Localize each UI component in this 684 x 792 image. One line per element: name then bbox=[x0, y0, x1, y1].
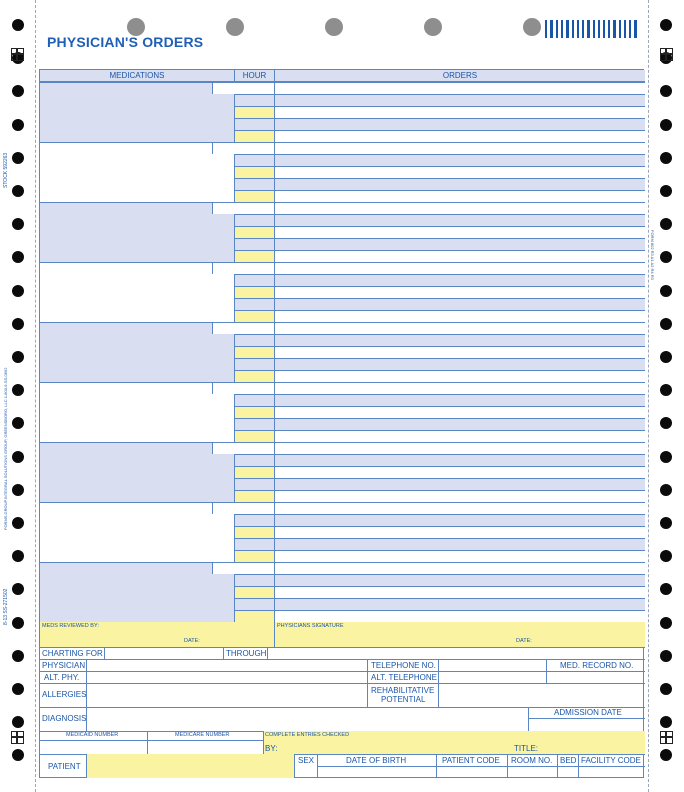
hour-cell[interactable] bbox=[234, 190, 274, 202]
barcode-bar bbox=[629, 20, 631, 38]
alt-telephone-label: ALT. TELEPHONE bbox=[371, 673, 437, 682]
block-divider bbox=[40, 382, 645, 383]
hour-cell[interactable] bbox=[234, 586, 274, 598]
order-line[interactable] bbox=[274, 154, 645, 166]
hour-cell[interactable] bbox=[234, 178, 274, 190]
hour-cell[interactable] bbox=[234, 526, 274, 538]
patient-code-label: PATIENT CODE bbox=[442, 756, 500, 765]
hour-cell[interactable] bbox=[234, 346, 274, 358]
tractor-hole bbox=[660, 19, 672, 31]
hour-cell[interactable] bbox=[234, 430, 274, 442]
form-ref: FORM 802 R3 A1 A2 R4 R3 bbox=[650, 230, 655, 280]
hour-cell[interactable] bbox=[234, 466, 274, 478]
hour-cell[interactable] bbox=[234, 514, 274, 526]
order-line[interactable] bbox=[274, 358, 645, 370]
order-line[interactable] bbox=[274, 538, 645, 550]
order-line[interactable] bbox=[274, 250, 645, 262]
medication-cell-ext bbox=[212, 514, 234, 562]
hour-cell[interactable] bbox=[234, 394, 274, 406]
hour-cell[interactable] bbox=[234, 610, 274, 622]
order-line[interactable] bbox=[274, 118, 645, 130]
hour-cell[interactable] bbox=[234, 214, 274, 226]
printer-credit: FORMS.GROUP.INTEGRAL SOLUTIONS GROUP, GREENSBORO, LLC 1-800-9-SS-0692 bbox=[3, 367, 8, 530]
tractor-hole bbox=[660, 683, 672, 695]
hour-cell[interactable] bbox=[234, 286, 274, 298]
tractor-hole bbox=[660, 517, 672, 529]
order-line[interactable] bbox=[274, 82, 645, 94]
medication-cell-ext bbox=[212, 274, 234, 322]
order-line[interactable] bbox=[274, 142, 645, 154]
barcode-bar bbox=[556, 20, 558, 38]
hour-cell[interactable] bbox=[234, 478, 274, 490]
diagnosis-label: DIAGNOSIS bbox=[42, 714, 87, 723]
order-line[interactable] bbox=[274, 238, 645, 250]
title-label: TITLE: bbox=[514, 744, 539, 753]
order-line[interactable] bbox=[274, 322, 645, 334]
order-line[interactable] bbox=[274, 406, 645, 418]
order-line[interactable] bbox=[274, 94, 645, 106]
hour-cell[interactable] bbox=[234, 118, 274, 130]
medication-cell-ext bbox=[212, 454, 234, 502]
tractor-hole bbox=[660, 119, 672, 131]
order-line[interactable] bbox=[274, 610, 645, 622]
punch-hole bbox=[424, 18, 442, 36]
tractor-hole bbox=[12, 285, 24, 297]
order-line[interactable] bbox=[274, 550, 645, 562]
medication-cell[interactable] bbox=[40, 262, 212, 322]
barcode-bar bbox=[587, 20, 590, 38]
order-line[interactable] bbox=[274, 394, 645, 406]
barcode bbox=[545, 20, 640, 38]
tractor-hole bbox=[12, 351, 24, 363]
complete-entries-label: COMPLETE ENTRIES CHECKED bbox=[265, 732, 350, 738]
through-label: THROUGH bbox=[226, 649, 267, 658]
hour-header: HOUR bbox=[234, 70, 274, 82]
order-line[interactable] bbox=[274, 346, 645, 358]
patient-name-field[interactable] bbox=[86, 754, 294, 778]
date-label: DATE: bbox=[184, 638, 200, 644]
tractor-hole bbox=[660, 484, 672, 496]
block-divider bbox=[40, 82, 645, 83]
order-line[interactable] bbox=[274, 586, 645, 598]
punch-hole bbox=[325, 18, 343, 36]
barcode-bar bbox=[572, 20, 574, 38]
order-line[interactable] bbox=[274, 178, 645, 190]
tractor-hole bbox=[12, 119, 24, 131]
barcode-bar bbox=[619, 20, 621, 38]
crosshair-icon bbox=[11, 48, 24, 61]
allergies-label: ALLERGIES bbox=[42, 690, 87, 699]
medications-header: MEDICATIONS bbox=[40, 70, 234, 82]
order-line[interactable] bbox=[274, 430, 645, 442]
medication-cell[interactable] bbox=[40, 442, 212, 502]
hour-cell[interactable] bbox=[234, 106, 274, 118]
order-line[interactable] bbox=[274, 562, 645, 574]
hour-cell[interactable] bbox=[234, 418, 274, 430]
order-line[interactable] bbox=[274, 274, 645, 286]
barcode-bar bbox=[593, 20, 595, 38]
medication-cell[interactable] bbox=[40, 142, 212, 202]
order-line[interactable] bbox=[274, 334, 645, 346]
hour-cell[interactable] bbox=[234, 250, 274, 262]
tractor-hole bbox=[660, 152, 672, 164]
alt-phy-label: ALT. PHY. bbox=[44, 673, 80, 682]
patient-label: PATIENT bbox=[48, 762, 81, 771]
order-line[interactable] bbox=[274, 526, 645, 538]
order-line[interactable] bbox=[274, 166, 645, 178]
barcode-bar bbox=[545, 20, 547, 38]
block-divider bbox=[40, 262, 645, 263]
hour-cell[interactable] bbox=[234, 358, 274, 370]
room-label: ROOM NO. bbox=[511, 756, 553, 765]
hour-cell[interactable] bbox=[234, 334, 274, 346]
order-line[interactable] bbox=[274, 490, 645, 502]
crosshair-icon bbox=[11, 731, 24, 744]
barcode-bar bbox=[561, 20, 563, 38]
barcode-bar bbox=[598, 20, 600, 38]
order-line[interactable] bbox=[274, 106, 645, 118]
medication-cell-ext bbox=[212, 154, 234, 202]
medication-dose-cell[interactable] bbox=[212, 442, 274, 454]
punch-hole bbox=[226, 18, 244, 36]
admission-date-label: ADMISSION DATE bbox=[554, 708, 622, 717]
order-line[interactable] bbox=[274, 514, 645, 526]
block-divider bbox=[40, 322, 645, 323]
medicare-label: MEDICARE NUMBER bbox=[175, 732, 230, 738]
tractor-hole bbox=[660, 285, 672, 297]
order-line[interactable] bbox=[274, 466, 645, 478]
barcode-bar bbox=[608, 20, 610, 38]
block-divider bbox=[40, 142, 645, 143]
barcode-bar bbox=[634, 20, 637, 38]
barcode-bar bbox=[613, 20, 616, 38]
medication-cell-ext bbox=[212, 334, 234, 382]
medication-dose-cell[interactable] bbox=[212, 202, 274, 214]
med-record-label: MED. RECORD NO. bbox=[560, 661, 634, 670]
hour-cell[interactable] bbox=[234, 298, 274, 310]
hour-cell[interactable] bbox=[234, 274, 274, 286]
rehab-label-2: POTENTIAL bbox=[381, 695, 426, 704]
order-line[interactable] bbox=[274, 454, 645, 466]
order-line[interactable] bbox=[274, 478, 645, 490]
medication-cell-ext bbox=[212, 214, 234, 262]
hour-cell[interactable] bbox=[234, 538, 274, 550]
charting-for-label: CHARTING FOR bbox=[42, 649, 103, 658]
page-title: PHYSICIAN'S ORDERS bbox=[47, 34, 204, 50]
tractor-hole bbox=[12, 517, 24, 529]
medication-dose-cell[interactable] bbox=[212, 262, 274, 274]
barcode-bar bbox=[603, 20, 605, 38]
medicaid-label: MEDICAID NUMBER bbox=[66, 732, 119, 738]
tractor-hole bbox=[12, 617, 24, 629]
order-line[interactable] bbox=[274, 226, 645, 238]
order-line[interactable] bbox=[274, 574, 645, 586]
order-line[interactable] bbox=[274, 418, 645, 430]
medication-dose-cell[interactable] bbox=[212, 502, 274, 514]
tractor-hole bbox=[660, 318, 672, 330]
block-divider bbox=[40, 502, 645, 503]
bed-label: BED bbox=[560, 756, 577, 765]
signature-date-label: DATE: bbox=[516, 638, 532, 644]
punch-hole bbox=[523, 18, 541, 36]
tractor-hole bbox=[12, 683, 24, 695]
facility-code-label: FACILITY CODE bbox=[581, 756, 641, 765]
barcode-bar bbox=[624, 20, 626, 38]
tractor-hole bbox=[12, 484, 24, 496]
medication-dose-cell[interactable] bbox=[212, 382, 274, 394]
orders-form bbox=[39, 69, 644, 778]
order-line[interactable] bbox=[274, 202, 645, 214]
hour-cell[interactable] bbox=[234, 406, 274, 418]
tractor-hole bbox=[660, 351, 672, 363]
order-line[interactable] bbox=[274, 382, 645, 394]
dob-label: DATE OF BIRTH bbox=[346, 756, 407, 765]
tractor-hole bbox=[660, 451, 672, 463]
order-line[interactable] bbox=[274, 214, 645, 226]
physician-signature-label: PHYSICIANS SIGNATURE bbox=[277, 623, 344, 629]
hour-cell[interactable] bbox=[234, 574, 274, 586]
hour-cell[interactable] bbox=[234, 238, 274, 250]
medication-dose-cell[interactable] bbox=[212, 322, 274, 334]
order-line[interactable] bbox=[274, 298, 645, 310]
order-line[interactable] bbox=[274, 310, 645, 322]
tractor-hole bbox=[660, 650, 672, 662]
hour-cell[interactable] bbox=[234, 166, 274, 178]
medication-cell-ext bbox=[212, 574, 234, 622]
rehab-label-1: REHABILITATIVE bbox=[371, 686, 435, 695]
tractor-hole bbox=[12, 451, 24, 463]
telephone-label: TELEPHONE NO. bbox=[371, 661, 436, 670]
order-line[interactable] bbox=[274, 442, 645, 454]
hour-cell[interactable] bbox=[234, 550, 274, 562]
medication-dose-cell[interactable] bbox=[212, 142, 274, 154]
hour-cell[interactable] bbox=[234, 598, 274, 610]
stock-number: STOCK 592263 bbox=[3, 152, 9, 188]
hour-cell[interactable] bbox=[234, 154, 274, 166]
meds-reviewed-label: MEDS REVIEWED BY: bbox=[42, 623, 99, 629]
order-line[interactable] bbox=[274, 190, 645, 202]
barcode-bar bbox=[566, 20, 569, 38]
medication-cell[interactable] bbox=[40, 202, 212, 262]
medication-cell-ext bbox=[212, 394, 234, 442]
order-line[interactable] bbox=[274, 286, 645, 298]
tractor-hole bbox=[12, 152, 24, 164]
medication-cell[interactable] bbox=[40, 502, 212, 562]
block-divider bbox=[40, 442, 645, 443]
crosshair-icon bbox=[660, 48, 673, 61]
hour-cell[interactable] bbox=[234, 226, 274, 238]
hour-cell[interactable] bbox=[234, 370, 274, 382]
tractor-hole bbox=[660, 185, 672, 197]
hour-cell[interactable] bbox=[234, 454, 274, 466]
order-line[interactable] bbox=[274, 370, 645, 382]
orders-header: ORDERS bbox=[274, 70, 645, 82]
hour-cell[interactable] bbox=[234, 310, 274, 322]
tractor-hole bbox=[12, 19, 24, 31]
order-line[interactable] bbox=[274, 598, 645, 610]
order-line[interactable] bbox=[274, 130, 645, 142]
block-divider bbox=[40, 562, 645, 563]
medication-cell[interactable] bbox=[40, 382, 212, 442]
tractor-hole bbox=[12, 318, 24, 330]
sex-label: SEX bbox=[298, 756, 315, 765]
order-line[interactable] bbox=[274, 502, 645, 514]
medication-dose-cell[interactable] bbox=[212, 82, 274, 94]
block-divider bbox=[40, 202, 645, 203]
tractor-hole bbox=[12, 650, 24, 662]
medication-dose-cell[interactable] bbox=[212, 562, 274, 574]
tractor-hole bbox=[12, 185, 24, 197]
medication-cell[interactable] bbox=[40, 562, 212, 622]
medication-cell[interactable] bbox=[40, 322, 212, 382]
crosshair-icon bbox=[660, 731, 673, 744]
barcode-bar bbox=[582, 20, 584, 38]
hour-cell[interactable] bbox=[234, 94, 274, 106]
hour-cell[interactable] bbox=[234, 490, 274, 502]
order-line[interactable] bbox=[274, 262, 645, 274]
form-code: 8-13 SS-271502 bbox=[3, 588, 9, 625]
barcode-bar bbox=[577, 20, 579, 38]
medication-cell-ext bbox=[212, 94, 234, 142]
barcode-bar bbox=[550, 20, 553, 38]
physician-label: PHYSICIAN bbox=[42, 661, 86, 670]
by-label: BY: bbox=[265, 744, 278, 753]
hour-cell[interactable] bbox=[234, 130, 274, 142]
tractor-hole bbox=[660, 617, 672, 629]
medication-cell[interactable] bbox=[40, 82, 212, 142]
